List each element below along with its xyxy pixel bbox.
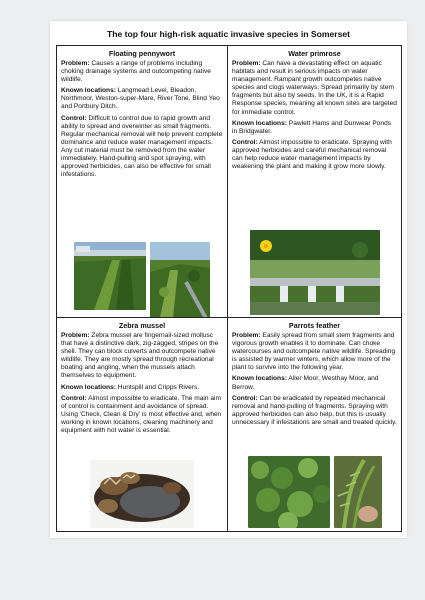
problem-text: Easily spread from small stem fragments and vigorous growth enables it to dominate. Can choke watercourses and outcompete native wildlife. Spreading is assisted by warmer winters, which allow more of the plant to survive into the following year.: [232, 332, 396, 372]
control-text: Almost impossible to eradicate. Spraying with approved herbicides and careful mechanical removal can help reduce water management impacts by weakening the plant and making it grow more slowly.: [232, 138, 392, 171]
locations-label: Known locations:: [232, 119, 287, 127]
problem-label: Problem:: [61, 332, 90, 339]
photo-row: [57, 460, 227, 528]
species-name: Zebra mussel: [118, 321, 166, 330]
photo-row: [228, 230, 401, 315]
control-paragraph: [232, 139, 397, 171]
locations-paragraph: [232, 375, 397, 391]
pennywort-bank-photo: [150, 242, 210, 317]
species-name: Water primrose: [288, 49, 341, 58]
problem-paragraph: [232, 332, 397, 372]
control-text: Almost impossible to eradicate. The main aim of control is containment and avoidance of spread. Using 'Check, Clean & Dry' is most effective and, when working in known locations, cleaning machinery and equipment with hot water is essential.: [61, 394, 222, 435]
locations-text: Pawlett Hams and Dunwear Ponds in Bridgwater.: [232, 119, 392, 135]
locations-paragraph: [61, 87, 223, 111]
locations-text: Huntspill and Cripps Rivers.: [117, 383, 200, 391]
problem-label: Problem:: [61, 60, 90, 67]
locations-text: Aller Moor, Westhay Moor, and Berrow.: [232, 375, 379, 391]
control-paragraph: [61, 115, 223, 180]
species-cell-water-primrose: [228, 46, 401, 317]
parrots-feather-water-photo: [248, 456, 330, 528]
locations-paragraph: [232, 120, 397, 136]
problem-text: Can have a devastating effect on aquatic habitats and result in serious impacts on water management. Rampant growth outcompetes native species and clogs waterways. Spread primarily by stem fragments but also by seeds. In the UK, it is a Rapid Response species, meaning all known sites are targeted for immediate control.: [232, 60, 397, 116]
species-cell-floating-pennywort: [57, 46, 227, 317]
document-page: [50, 21, 407, 538]
species-cell-parrots-feather: [228, 318, 401, 531]
photo-row: [57, 242, 227, 317]
problem-text: Causes a range of problems including choking drainage systems and outcompeting native wildlife.: [61, 60, 211, 84]
zebra-mussel-photo: [90, 460, 194, 528]
locations-label: Known locations:: [61, 87, 116, 95]
problem-label: Problem:: [232, 60, 261, 67]
species-name: Parrots feather: [288, 321, 341, 330]
control-paragraph: [232, 395, 397, 427]
species-name: Floating pennywort: [108, 49, 176, 58]
control-label: Control:: [232, 394, 258, 402]
parrots-feather-hand-photo: [334, 456, 382, 528]
control-label: Control:: [61, 114, 87, 122]
problem-paragraph: [61, 332, 223, 381]
pennywort-ditch-photo: [74, 242, 146, 310]
problem-text: Zebra mussel are fingernail-sized mollusc that have a distinctive dark, zig-zagged, stripes on the shell. They can block culverts and outcompete native wildlife. They are mostly spread through recreational boating and angling, when the mussels attach themselves to equipment.: [61, 332, 219, 380]
problem-paragraph: [232, 60, 397, 117]
control-paragraph: [61, 395, 223, 435]
species-cell-zebra-mussel: [57, 318, 227, 531]
control-label: Control:: [232, 138, 258, 146]
problem-label: Problem:: [232, 332, 261, 339]
page-title: The top four high-risk aquatic invasive species in Somerset: [106, 29, 351, 39]
locations-text: Langmead Level, Bleadon, Northmoor, Weston-super-Mare, River Tone, Blind Yeo and Portbury Ditch.: [61, 87, 220, 111]
control-text: Difficult to control due to rapid growth and ability to spread and overwinter as small fragments. Regular mechanical removal will help prevent complete dominance and reduce water management impacts. Any cut material must be removed from the water immediately. Hand-pulling and spot spraying, with approved herbicides, can also be effective for small infestations.: [61, 114, 223, 179]
control-label: Control:: [61, 394, 87, 402]
photo-row: [228, 456, 401, 528]
problem-paragraph: [61, 60, 223, 84]
primrose-weir-photo: [250, 230, 380, 315]
control-text: Can be eradicated by repeated mechanical removal and hand-pulling of fragments. Spraying with approved herbicides can also help, but this is usually unnecessary if infestations are small and treated quickly.: [232, 394, 397, 426]
locations-label: Known locations:: [61, 383, 116, 391]
locations-paragraph: [61, 384, 223, 392]
locations-label: Known locations:: [232, 375, 287, 383]
species-table: [56, 45, 402, 532]
